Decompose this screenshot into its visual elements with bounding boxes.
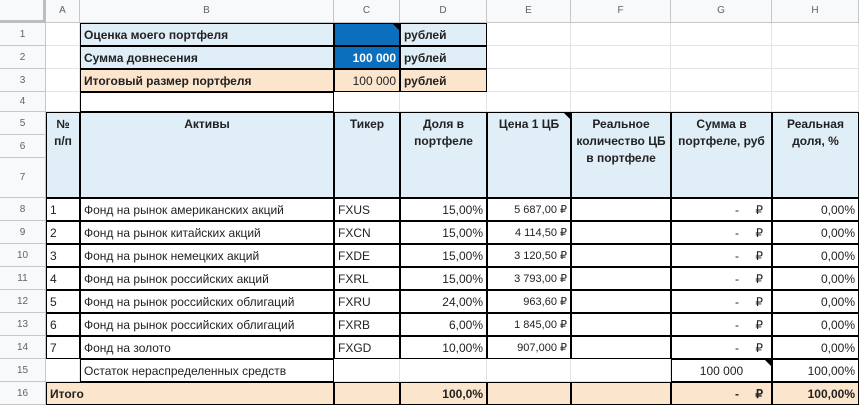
asset-sum-currency: ₽	[755, 295, 763, 309]
asset-ticker[interactable]: FXRL	[334, 267, 400, 290]
asset-real-share[interactable]: 0,00%	[772, 198, 859, 221]
grid-cell[interactable]	[571, 23, 671, 46]
total-unit[interactable]: рублей	[400, 69, 487, 92]
header-qty[interactable]: Реальное количество ЦБ в портфеле	[571, 112, 671, 198]
row-header-7[interactable]: 7	[0, 158, 46, 198]
asset-name[interactable]: Фонд на золото	[80, 336, 334, 359]
asset-num[interactable]: 4	[46, 267, 80, 290]
valuation-label[interactable]: Оценка моего портфеля	[80, 23, 334, 46]
asset-price[interactable]: 3 120,50 ₽	[487, 244, 571, 267]
column-header-g[interactable]: G	[671, 0, 772, 23]
totals-sum-value: -	[735, 387, 739, 401]
asset-num[interactable]: 1	[46, 198, 80, 221]
asset-sum-currency: ₽	[755, 318, 763, 332]
row-header-10[interactable]: 10	[0, 244, 46, 267]
asset-name[interactable]: Фонд на рынок китайских акций	[80, 221, 334, 244]
header-asset[interactable]: Активы	[80, 112, 334, 198]
column-header-b[interactable]: B	[80, 0, 334, 23]
asset-price[interactable]: 963,60 ₽	[487, 290, 571, 313]
row-header-3[interactable]: 3	[0, 69, 46, 92]
row-header-15[interactable]: 15	[0, 359, 46, 382]
grid-cell[interactable]	[571, 92, 671, 112]
column-header-a[interactable]: A	[46, 0, 80, 23]
header-ticker[interactable]: Тикер	[334, 112, 400, 198]
totals-sum-currency: ₽	[755, 387, 763, 401]
grid-cell[interactable]	[772, 23, 859, 46]
grid-cell[interactable]	[46, 23, 80, 46]
total-label[interactable]: Итоговый размер портфеля	[80, 69, 334, 92]
row-header-6[interactable]: 6	[0, 135, 46, 158]
grid-cell[interactable]	[571, 69, 671, 92]
grid-cell[interactable]	[772, 69, 859, 92]
asset-share[interactable]: 15,00%	[400, 198, 487, 221]
valuation-value[interactable]	[334, 23, 400, 46]
asset-sum-currency: ₽	[755, 249, 763, 263]
asset-sum-currency: ₽	[755, 272, 763, 286]
row-header-9[interactable]: 9	[0, 221, 46, 244]
asset-share[interactable]: 6,00%	[400, 313, 487, 336]
asset-ticker[interactable]: FXGD	[334, 336, 400, 359]
asset-sum-value: -	[735, 318, 739, 332]
grid-cell[interactable]	[772, 46, 859, 69]
row-header-11[interactable]: 11	[0, 267, 46, 290]
row-header-8[interactable]: 8	[0, 198, 46, 221]
asset-ticker[interactable]: FXRB	[334, 313, 400, 336]
column-header-h[interactable]: H	[772, 0, 859, 23]
comment-marker-c1[interactable]	[393, 24, 399, 30]
grid-cell[interactable]	[487, 69, 571, 92]
asset-sum-value: -	[735, 341, 739, 355]
asset-sum-value: -	[735, 295, 739, 309]
asset-ticker[interactable]: FXRU	[334, 290, 400, 313]
asset-name[interactable]: Фонд на рынок российских акций	[80, 267, 334, 290]
remainder-sum[interactable]: 100 000	[671, 359, 772, 382]
asset-real-share[interactable]: 0,00%	[772, 221, 859, 244]
asset-ticker[interactable]: FXDE	[334, 244, 400, 267]
asset-sum-value: -	[735, 272, 739, 286]
asset-qty[interactable]	[571, 313, 671, 336]
grid-cell[interactable]	[46, 92, 80, 112]
remainder-real[interactable]: 100,00%	[772, 359, 859, 382]
totals-qty[interactable]	[571, 382, 671, 405]
asset-price[interactable]: 5 687,00 ₽	[487, 198, 571, 221]
asset-sum[interactable]	[671, 290, 772, 313]
grid-cell[interactable]	[400, 92, 487, 112]
grid-cell[interactable]	[487, 92, 571, 112]
grid-cell[interactable]	[334, 92, 400, 112]
asset-sum[interactable]	[671, 221, 772, 244]
asset-share[interactable]: 24,00%	[400, 290, 487, 313]
asset-sum-currency: ₽	[755, 341, 763, 355]
asset-qty[interactable]	[571, 336, 671, 359]
asset-price[interactable]: 1 845,00 ₽	[487, 313, 571, 336]
asset-ticker[interactable]: FXUS	[334, 198, 400, 221]
asset-qty[interactable]	[571, 198, 671, 221]
grid-cell[interactable]	[400, 359, 487, 382]
remainder-label[interactable]: Остаток нераспределенных средств	[80, 359, 334, 382]
asset-sum[interactable]	[671, 244, 772, 267]
row-header-5[interactable]: 5	[0, 112, 46, 135]
empty-b4[interactable]	[80, 92, 334, 112]
header-real-share[interactable]: Реальная доля, %	[772, 112, 859, 198]
asset-sum[interactable]	[671, 313, 772, 336]
column-header-d[interactable]: D	[400, 0, 487, 23]
row-header-1[interactable]: 1	[0, 23, 46, 46]
asset-num[interactable]: 7	[46, 336, 80, 359]
asset-num[interactable]: 3	[46, 244, 80, 267]
header-sum[interactable]: Сумма в портфеле, руб	[671, 112, 772, 198]
asset-sum[interactable]	[671, 336, 772, 359]
asset-share[interactable]: 15,00%	[400, 267, 487, 290]
asset-qty[interactable]	[571, 244, 671, 267]
comment-marker-g15[interactable]	[765, 360, 771, 366]
deposit-label[interactable]: Сумма довнесения	[80, 46, 334, 69]
totals-share[interactable]: 100,0%	[400, 382, 487, 405]
grid-cell[interactable]	[487, 23, 571, 46]
asset-real-share[interactable]: 0,00%	[772, 267, 859, 290]
row-header-16[interactable]: 16	[0, 382, 46, 405]
grid-cell[interactable]	[487, 359, 571, 382]
totals-sum[interactable]	[671, 382, 772, 405]
asset-qty[interactable]	[571, 267, 671, 290]
header-share[interactable]: Доля в портфеле	[400, 112, 487, 198]
asset-sum-currency: ₽	[755, 203, 763, 217]
asset-price[interactable]: 907,000 ₽	[487, 336, 571, 359]
grid-cell[interactable]	[46, 359, 80, 382]
asset-share[interactable]: 15,00%	[400, 221, 487, 244]
asset-share[interactable]: 15,00%	[400, 244, 487, 267]
totals-ticker[interactable]	[334, 382, 400, 405]
asset-sum-value: -	[735, 226, 739, 240]
totals-price[interactable]	[487, 382, 571, 405]
asset-sum-value: -	[735, 203, 739, 217]
asset-price[interactable]: 4 114,50 ₽	[487, 221, 571, 244]
grid-cell[interactable]	[772, 92, 859, 112]
deposit-unit[interactable]: рублей	[400, 46, 487, 69]
asset-real-share[interactable]: 0,00%	[772, 290, 859, 313]
grid-cell[interactable]	[46, 46, 80, 69]
asset-name[interactable]: Фонд на рынок немецких акций	[80, 244, 334, 267]
asset-num[interactable]: 2	[46, 221, 80, 244]
grid-cell[interactable]	[46, 69, 80, 92]
header-price[interactable]: Цена 1 ЦБ	[487, 112, 571, 198]
row-header-4[interactable]: 4	[0, 92, 46, 112]
grid-cell[interactable]	[671, 69, 772, 92]
column-header-e[interactable]: E	[487, 0, 571, 23]
asset-real-share[interactable]: 0,00%	[772, 336, 859, 359]
asset-name[interactable]: Фонд на рынок российских облигаций	[80, 313, 334, 336]
row-header-13[interactable]: 13	[0, 313, 46, 336]
asset-price[interactable]: 3 793,00 ₽	[487, 267, 571, 290]
asset-ticker[interactable]: FXCN	[334, 221, 400, 244]
grid-cell[interactable]	[671, 92, 772, 112]
asset-real-share[interactable]: 0,00%	[772, 313, 859, 336]
asset-sum[interactable]	[671, 267, 772, 290]
valuation-unit[interactable]: рублей	[400, 23, 487, 46]
asset-num[interactable]: 6	[46, 313, 80, 336]
select-all-corner[interactable]	[0, 0, 46, 23]
asset-name[interactable]: Фонд на рынок американских акций	[80, 198, 334, 221]
totals-real[interactable]: 100,00%	[772, 382, 859, 405]
totals-label[interactable]: Итого	[46, 382, 334, 405]
asset-sum[interactable]	[671, 198, 772, 221]
grid-cell[interactable]	[571, 46, 671, 69]
grid-cell[interactable]	[671, 46, 772, 69]
asset-sum-value: -	[735, 249, 739, 263]
column-header-f[interactable]: F	[571, 0, 671, 23]
column-header-c[interactable]: C	[334, 0, 400, 23]
comment-marker-e5[interactable]	[564, 113, 570, 119]
grid-cell[interactable]	[571, 359, 671, 382]
grid-cell[interactable]	[487, 46, 571, 69]
row-header-12[interactable]: 12	[0, 290, 46, 313]
row-header-14[interactable]: 14	[0, 336, 46, 359]
deposit-value[interactable]: 100 000	[334, 46, 400, 69]
header-num[interactable]: № п/п	[46, 112, 80, 198]
asset-num[interactable]: 5	[46, 290, 80, 313]
asset-qty[interactable]	[571, 221, 671, 244]
asset-qty[interactable]	[571, 290, 671, 313]
grid-cell[interactable]	[671, 23, 772, 46]
row-header-2[interactable]: 2	[0, 46, 46, 69]
asset-sum-currency: ₽	[755, 226, 763, 240]
grid-cell[interactable]	[334, 359, 400, 382]
total-value[interactable]: 100 000	[334, 69, 400, 92]
asset-real-share[interactable]: 0,00%	[772, 244, 859, 267]
asset-name[interactable]: Фонд на рынок российских облигаций	[80, 290, 334, 313]
asset-share[interactable]: 10,00%	[400, 336, 487, 359]
